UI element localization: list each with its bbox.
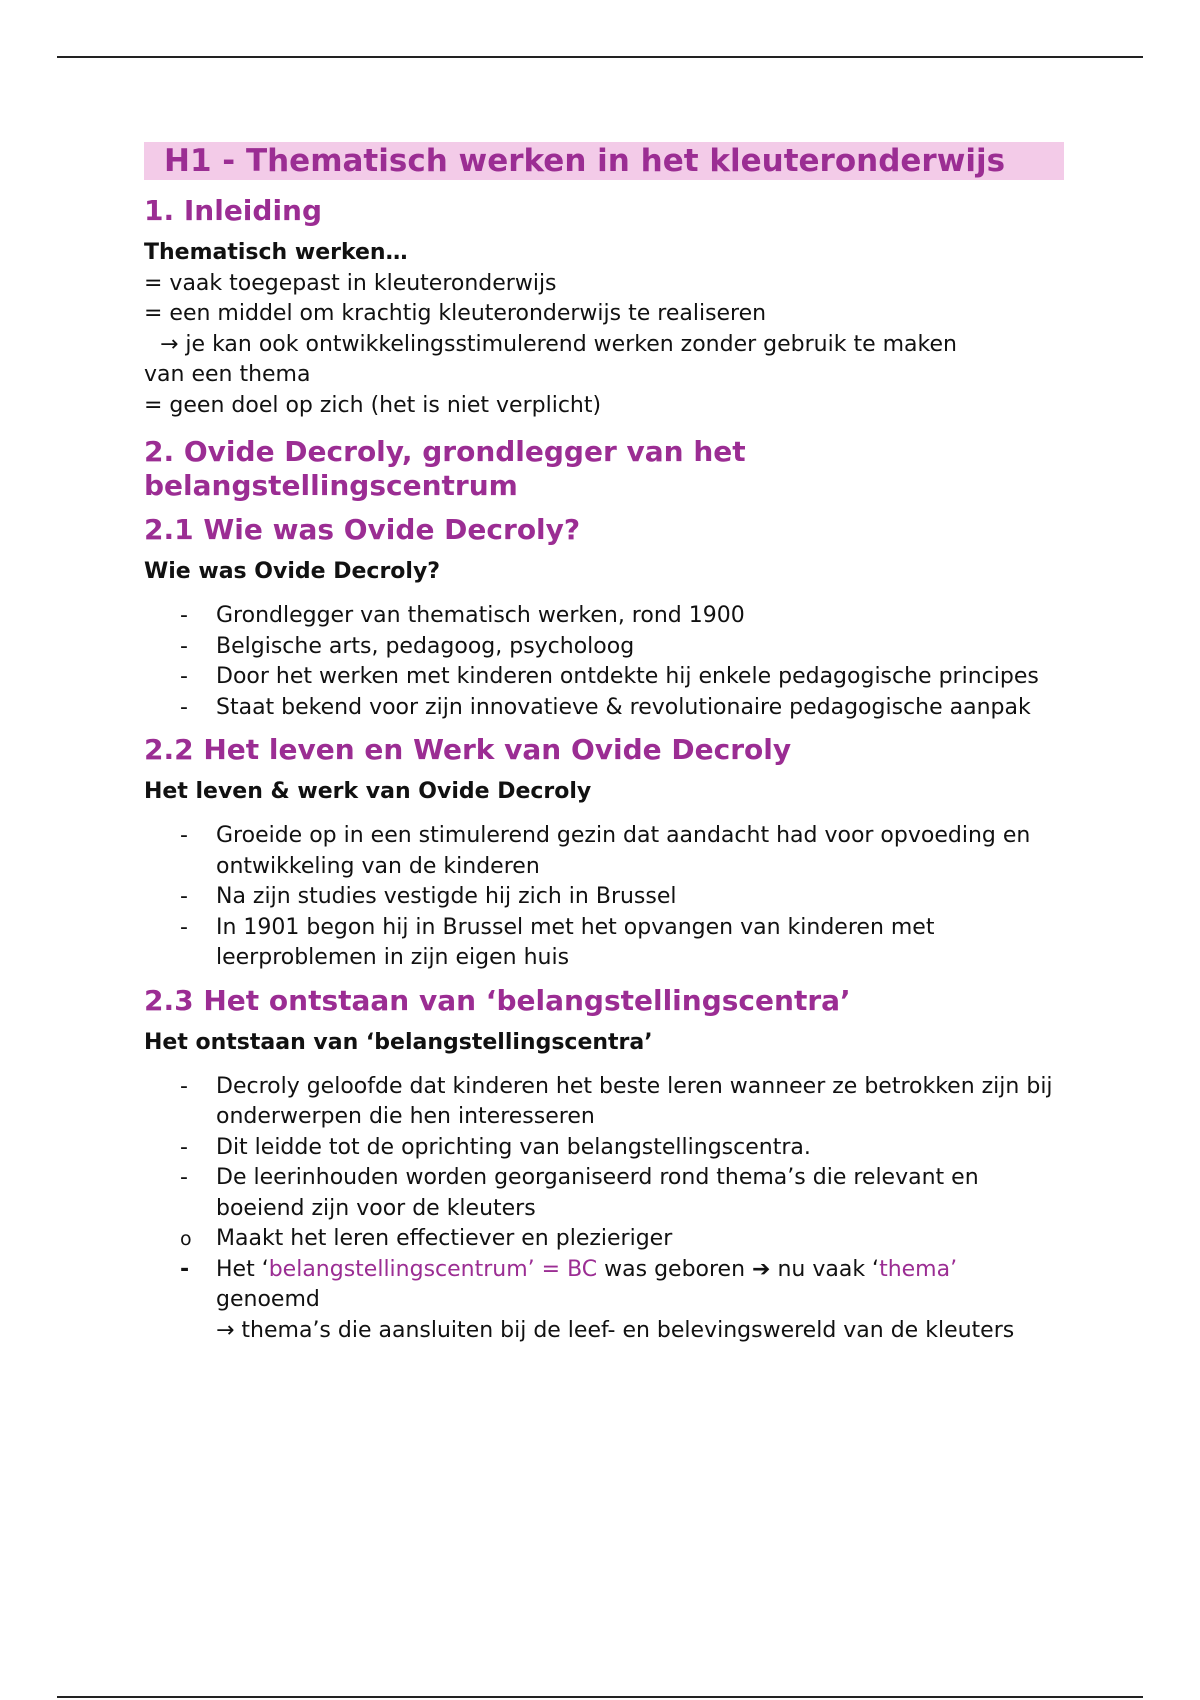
list-item: - In 1901 begon hij in Brussel met het opvangen van kinderen met leerproblemen in zijn eigen huis	[180, 914, 935, 970]
intro-arrow-line-cont: van een thema	[144, 362, 311, 387]
dash-bullet: -	[180, 694, 188, 720]
section-2-3-heading: 2.3 Het ontstaan van ‘belangstellingscentra’	[144, 983, 851, 1017]
section-2-1-subheading: Wie was Ovide Decroly?	[144, 559, 441, 584]
dash-bullet: -	[180, 823, 188, 848]
dash-bullet: -	[180, 1073, 188, 1099]
page-top-rule	[57, 56, 1143, 58]
section-2-2-list	[144, 821, 1064, 974]
list-item: - Dit leidde tot de oprichting van belangstellingscentra.	[144, 1133, 1064, 1164]
list-item: - Groeide op in een stimulerend gezin dat aandacht had voor opvoeding en ontwikkeling van de kinderen	[180, 823, 1031, 879]
highlight-term: thema’	[879, 1256, 958, 1282]
section-2-heading-line2: belangstellingscentrum	[144, 469, 518, 502]
dash-bullet: -	[180, 1165, 188, 1190]
document-body	[144, 142, 1064, 1356]
dash-bullet: -	[180, 664, 188, 689]
dash-bullet: -	[180, 633, 188, 659]
section-2-2-heading: 2.2 Het leven en Werk van Ovide Decroly	[144, 733, 792, 766]
section-2-heading-line1: 2. Ovide Decroly, grondlegger van het	[144, 435, 746, 468]
intro-line-2: = een middel om krachtig kleuteronderwijs te realiseren	[144, 301, 767, 326]
page-bottom-rule	[57, 1696, 1143, 1698]
section-2-1-list	[144, 601, 1064, 723]
o-bullet: o	[180, 1228, 192, 1250]
dash-bullet: -	[180, 603, 188, 628]
section-2-2-subheading: Het leven & werk van Ovide Decroly	[144, 779, 592, 804]
list-item: - Grondlegger van thematisch werken, rond 1900	[144, 601, 1064, 632]
highlight-term: belangstellingscentrum’ = BC	[268, 1256, 598, 1282]
section-2-3-subheading: Het ontstaan van ‘belangstellingscentra’	[144, 1029, 653, 1055]
section-2-3-list	[144, 1072, 1064, 1225]
dash-bullet: -	[180, 1134, 188, 1160]
dash-bullet: -	[180, 1256, 190, 1282]
intro-line-3: = geen doel op zich (het is niet verplicht)	[144, 392, 602, 418]
page-title: H1 - Thematisch werken in het kleuteronderwijs	[144, 142, 1064, 180]
list-item: - Belgische arts, pedagoog, psycholoog	[144, 632, 1064, 663]
section-1-body	[144, 238, 1064, 421]
section-1-heading: 1. Inleiding	[144, 194, 323, 227]
intro-line-1: = vaak toegepast in kleuteronderwijs	[144, 270, 557, 296]
sub-list-item: o Maakt het leren effectiever en plezieriger	[144, 1224, 1064, 1255]
section-1-subheading: Thematisch werken…	[144, 240, 408, 265]
intro-arrow-line: → je kan ook ontwikkelingsstimulerend werken zonder gebruik te maken	[160, 331, 957, 357]
list-item: - Het ‘belangstellingscentrum’ = BC was geboren ➔ nu vaak ‘thema’ genoemd → thema’s die aansluiten bij de leef- en belevingswereld van de kleuters	[180, 1256, 1015, 1343]
list-item: - Decroly geloofde dat kinderen het beste leren wanneer ze betrokken zijn bij onderwerpen die hen interesseren	[180, 1073, 1053, 1129]
section-2-1-heading: 2.1 Wie was Ovide Decroly?	[144, 513, 581, 546]
dash-bullet: -	[180, 914, 188, 940]
list-item: - Staat bekend voor zijn innovatieve & revolutionaire pedagogische aanpak	[144, 693, 1064, 724]
list-item: - Door het werken met kinderen ontdekte hij enkele pedagogische principes	[144, 662, 1064, 693]
dash-bullet: -	[180, 884, 188, 909]
section-2-heading	[144, 435, 1064, 503]
list-item: - De leerinhouden worden georganiseerd rond thema’s die relevant en boeiend zijn voor de kleuters	[180, 1165, 979, 1221]
list-item: - Na zijn studies vestigde hij zich in Brussel	[144, 882, 1064, 913]
section-2-3-list-last	[144, 1255, 1064, 1347]
arrow-icon: ➔	[752, 1256, 771, 1282]
